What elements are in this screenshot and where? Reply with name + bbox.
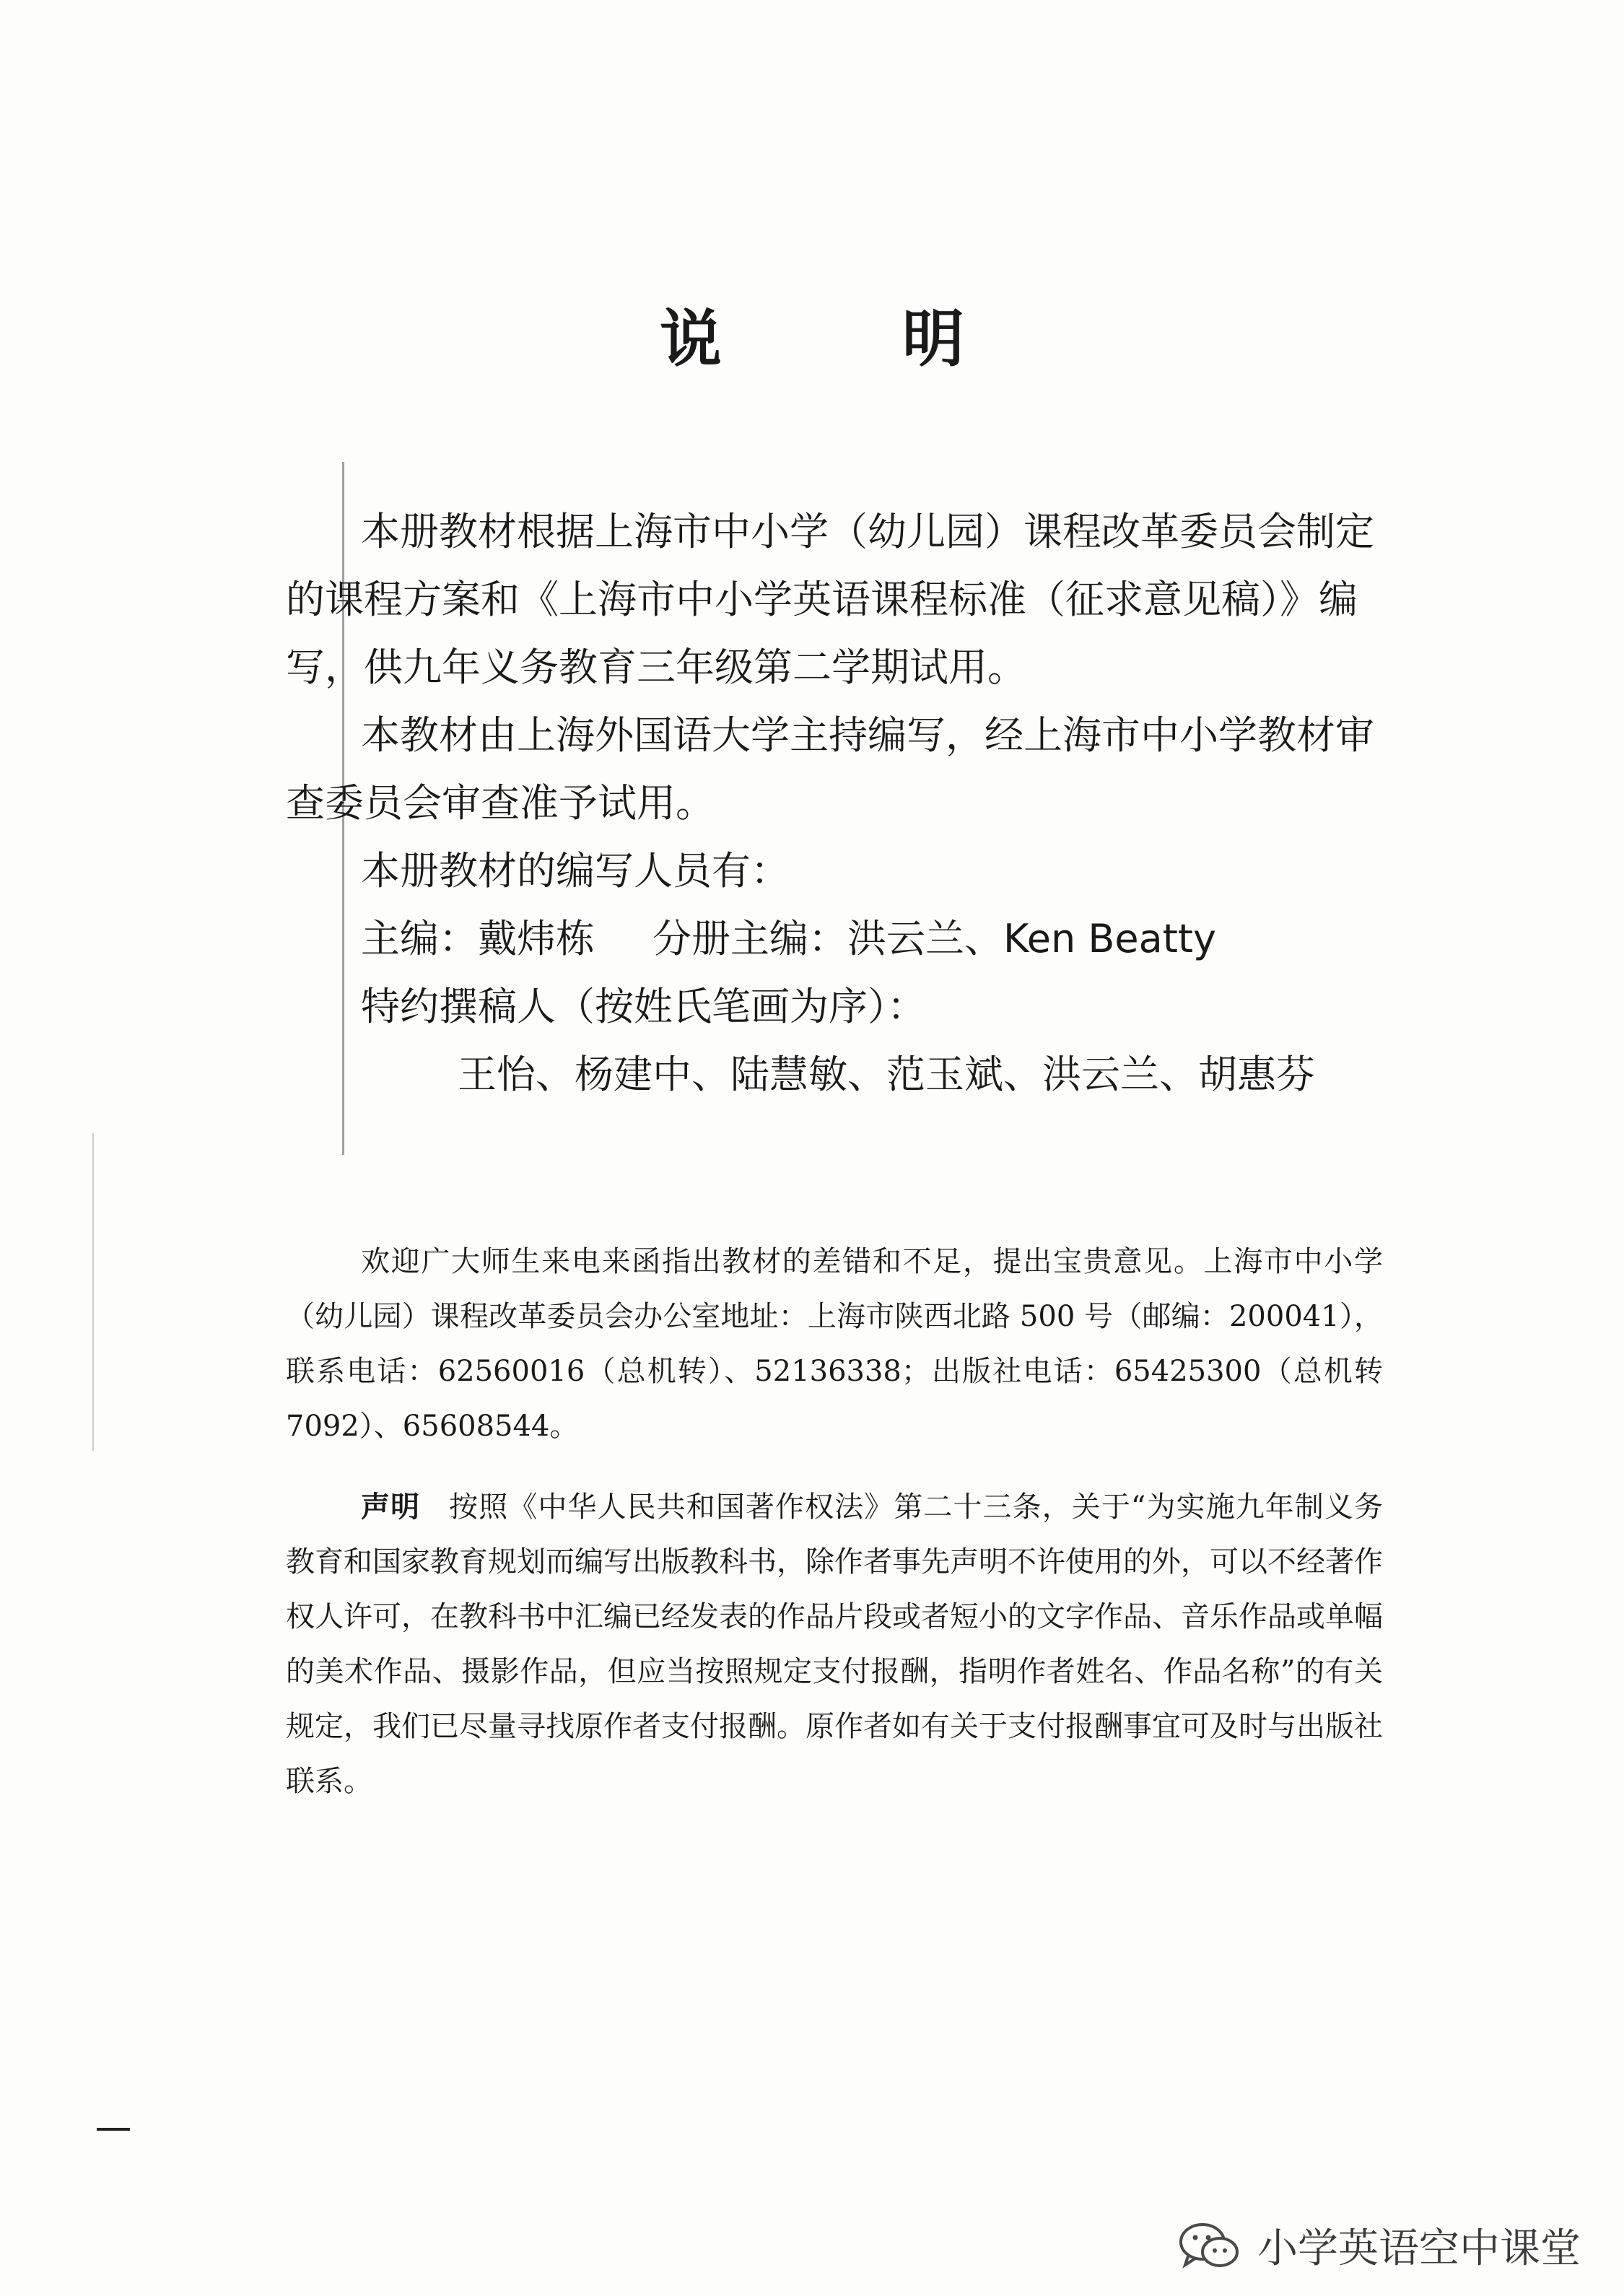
chief-editor: 主编：戴炜栋 (361, 916, 595, 961)
watermark (1178, 2213, 1581, 2278)
intro-paragraph-2: 本教材由上海外国语大学主持编写，经上海市中小学教材审查委员会审查准予试用。 (286, 712, 1374, 826)
editors-row (286, 905, 1383, 973)
contributors-label: 特约撰稿人（按姓氏笔画为序）： (361, 984, 926, 1029)
contributors-list: 王怡、杨建中、陆慧敏、范玉斌、洪云兰、胡惠芬 (458, 1052, 1315, 1097)
intro-section (286, 498, 1383, 1109)
feedback-section (286, 1234, 1383, 1454)
copyright-statement (286, 1480, 1383, 1809)
page-title: 说 明 (660, 303, 1044, 375)
page-number-dash (97, 2128, 130, 2131)
statement-label: 声明 (361, 1490, 421, 1524)
volume-editor: 分册主编：洪云兰、Ken Beatty (652, 916, 1216, 961)
feedback-paragraph: 欢迎广大师生来电来函指出教材的差错和不足，提出宝贵意见。上海市中小学（幼儿园）课程改革委员会办公室地址：上海市陕西北路 500 号（邮编：200041），联系电话：62560016（总机转）、52136338；出版社电话：65425300（总机转 7092）、65608544。 (286, 1245, 1383, 1443)
intro-paragraph-1: 本册教材根据上海市中小学（幼儿园）课程改革委员会制定的课程方案和《上海市中小学英语课程标准（征求意见稿）》编写，供九年义务教育三年级第二学期试用。 (286, 509, 1374, 690)
statement-text: 按照《中华人民共和国著作权法》第二十三条，关于“为实施九年制义务教育和国家教育规划而编写出版教科书，除作者事先声明不许使用的外，可以不经著作权人许可，在教科书中汇编已经发表的作品片段或者短小的文字作品、音乐作品或单幅的美术作品、摄影作品，但应当按照规定支付报酬，指明作者姓名、作品名称”的有关规定，我们已尽量寻找原作者支付报酬。原作者如有关于支付报酬事宜可及时与出版社联系。 (286, 1490, 1383, 1798)
watermark-text: 小学英语空中课堂 (1257, 2225, 1581, 2272)
wechat-icon (1178, 2220, 1241, 2271)
scan-edge-line (92, 1133, 94, 1451)
staff-intro: 本册教材的编写人员有： (361, 848, 790, 894)
